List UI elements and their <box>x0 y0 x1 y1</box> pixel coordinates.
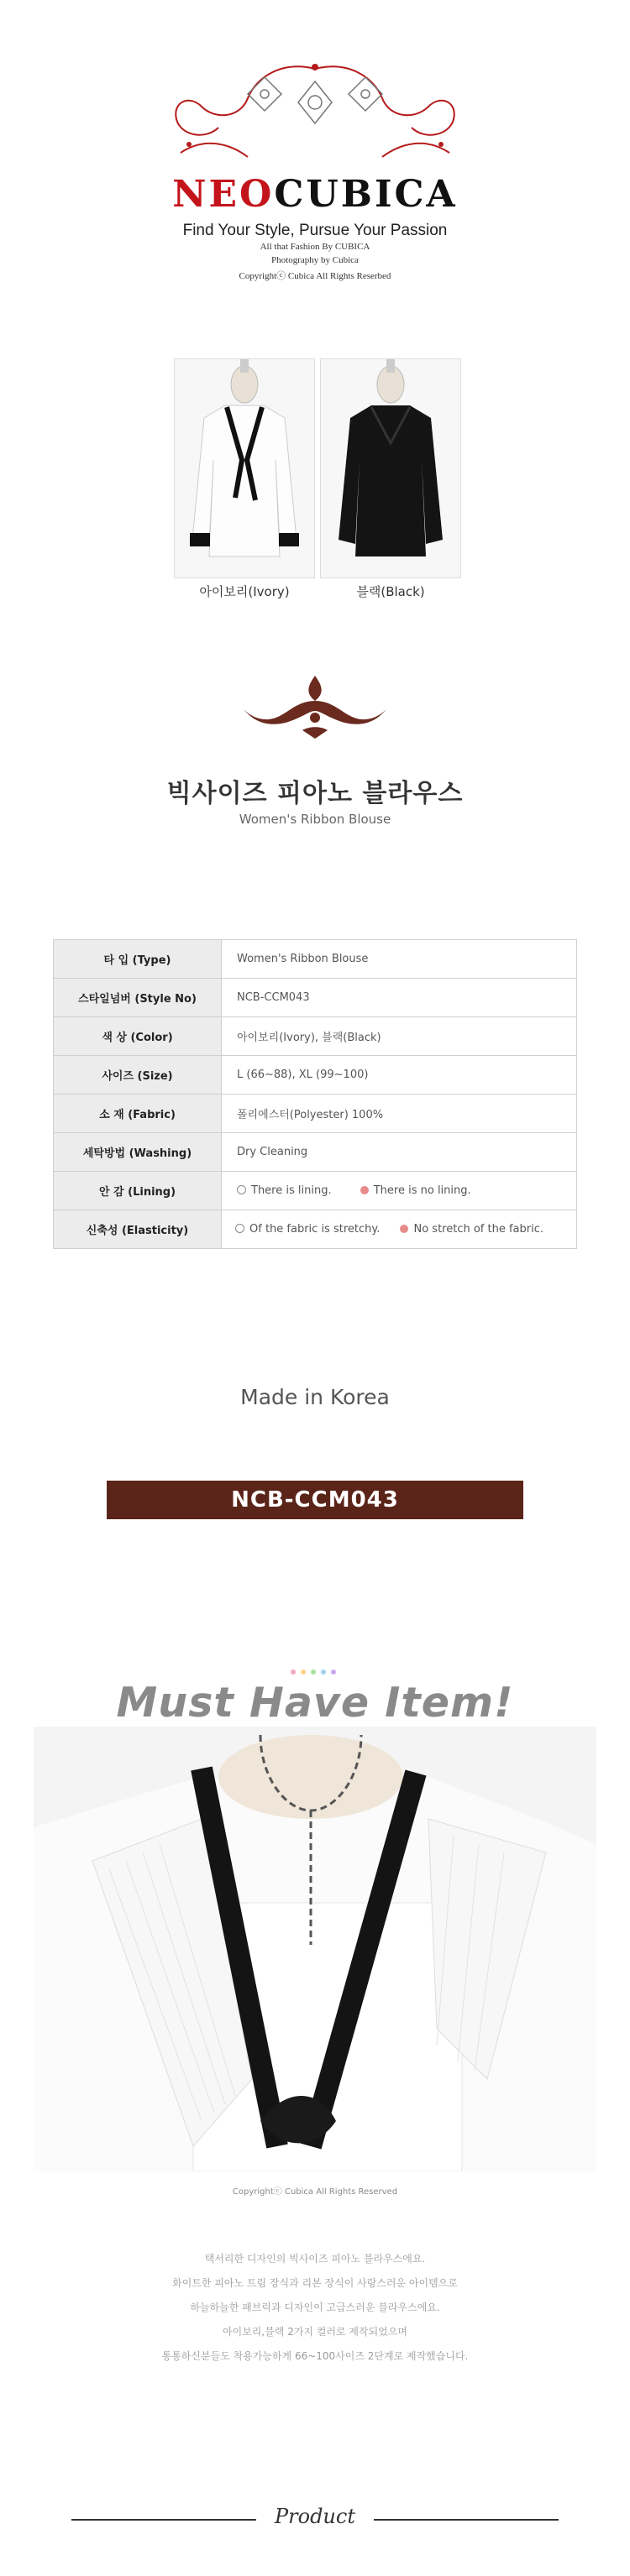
black-blouse-image <box>321 359 460 577</box>
spec-value <box>222 1210 577 1249</box>
description-line: 하늘하늘한 패브릭과 디자인이 고급스러운 블라우스에요. <box>190 2302 440 2313</box>
brand-neo: NEO <box>172 173 275 216</box>
lining-option-no: There is no lining. <box>373 1184 471 1197</box>
product-description <box>0 2247 630 2369</box>
spec-row-fabric <box>54 1095 577 1133</box>
description-line: 택서리한 디자인의 빅사이즈 피아노 블라우스에요. <box>204 2253 426 2265</box>
unselected-dot-icon <box>237 1185 246 1194</box>
product-section-label: Product <box>256 2505 374 2528</box>
spec-row-color <box>54 1017 577 1056</box>
spec-label: 타 입 (Type) <box>54 940 222 979</box>
spec-row-style <box>54 979 577 1017</box>
spec-value: L (66~88), XL (99~100) <box>222 1056 577 1095</box>
description-line: 아이보리,블랙 2가지 컬러로 제작되었으며 <box>223 2326 407 2338</box>
must-have-heading: Must Have Item! <box>116 1679 514 1727</box>
selected-dot-icon <box>360 1186 369 1194</box>
spec-value: 폴리에스터(Polyester) 100% <box>222 1095 577 1133</box>
style-code-banner: NCB-CCM043 <box>107 1481 523 1519</box>
spec-row-size <box>54 1056 577 1095</box>
spec-label: 사이즈 (Size) <box>54 1056 222 1095</box>
spec-row-elasticity <box>54 1210 577 1249</box>
product-title: 빅사이즈 피아노 블라우스 <box>166 779 464 808</box>
thumb-caption-black: 블랙(Black) <box>356 584 425 599</box>
description-line: 통통하신분들도 착용가능하게 66~100사이즈 2단계로 제작했습니다. <box>161 2350 469 2362</box>
photo-copyright: Copyrightⓒ Cubica All Rights Reserved <box>232 2187 398 2197</box>
spec-label: 안 감 (Lining) <box>54 1172 222 1210</box>
spec-value: Women's Ribbon Blouse <box>222 940 577 979</box>
decorative-dots-icon <box>289 1669 341 1675</box>
selected-dot-icon <box>400 1225 408 1233</box>
thumb-ivory[interactable] <box>174 358 315 578</box>
spec-row-washing <box>54 1133 577 1172</box>
spec-row-lining <box>54 1172 577 1210</box>
blouse-closeup-image <box>34 1727 596 2171</box>
description-line: 화이트한 피아노 트림 장식과 리본 장식이 사랑스러운 아이템으로 <box>172 2277 458 2289</box>
spec-table <box>53 939 577 1249</box>
spec-label: 스타일넘버 (Style No) <box>54 979 222 1017</box>
spec-value <box>222 1172 577 1210</box>
divider-ornament <box>235 667 395 743</box>
spec-label: 색 상 (Color) <box>54 1017 222 1056</box>
lining-option-yes: There is lining. <box>251 1184 332 1197</box>
spec-value: NCB-CCM043 <box>222 979 577 1017</box>
thumb-caption-ivory: 아이보리(Ivory) <box>199 584 290 599</box>
spec-value: Dry Cleaning <box>222 1133 577 1172</box>
spec-row-type <box>54 940 577 979</box>
spec-label: 신축성 (Elasticity) <box>54 1210 222 1249</box>
header-ornament <box>155 60 475 170</box>
brand-tagline: Find Your Style, Pursue Your Passion <box>182 222 448 239</box>
product-subtitle: Women's Ribbon Blouse <box>239 812 391 827</box>
brand-logo <box>0 173 630 216</box>
brand-line-3: Copyrightⓒ Cubica All Rights Reserbed <box>239 271 391 281</box>
unselected-dot-icon <box>235 1224 244 1233</box>
elasticity-option-yes: Of the fabric is stretchy. <box>249 1223 381 1236</box>
spec-label: 소 재 (Fabric) <box>54 1095 222 1133</box>
spec-value: 아이보리(Ivory), 블랙(Black) <box>222 1017 577 1056</box>
thumb-black[interactable] <box>320 358 461 578</box>
spec-label: 세탁방법 (Washing) <box>54 1133 222 1172</box>
detail-photo <box>34 1727 596 2171</box>
elasticity-option-no: No stretch of the fabric. <box>413 1223 543 1236</box>
brand-cubica: CUBICA <box>274 173 458 216</box>
ivory-blouse-image <box>175 359 314 577</box>
brand-line-2: Photography by Cubica <box>271 255 359 265</box>
made-in-label: Made in Korea <box>240 1385 390 1409</box>
brand-line-1: All that Fashion By CUBICA <box>260 242 370 252</box>
